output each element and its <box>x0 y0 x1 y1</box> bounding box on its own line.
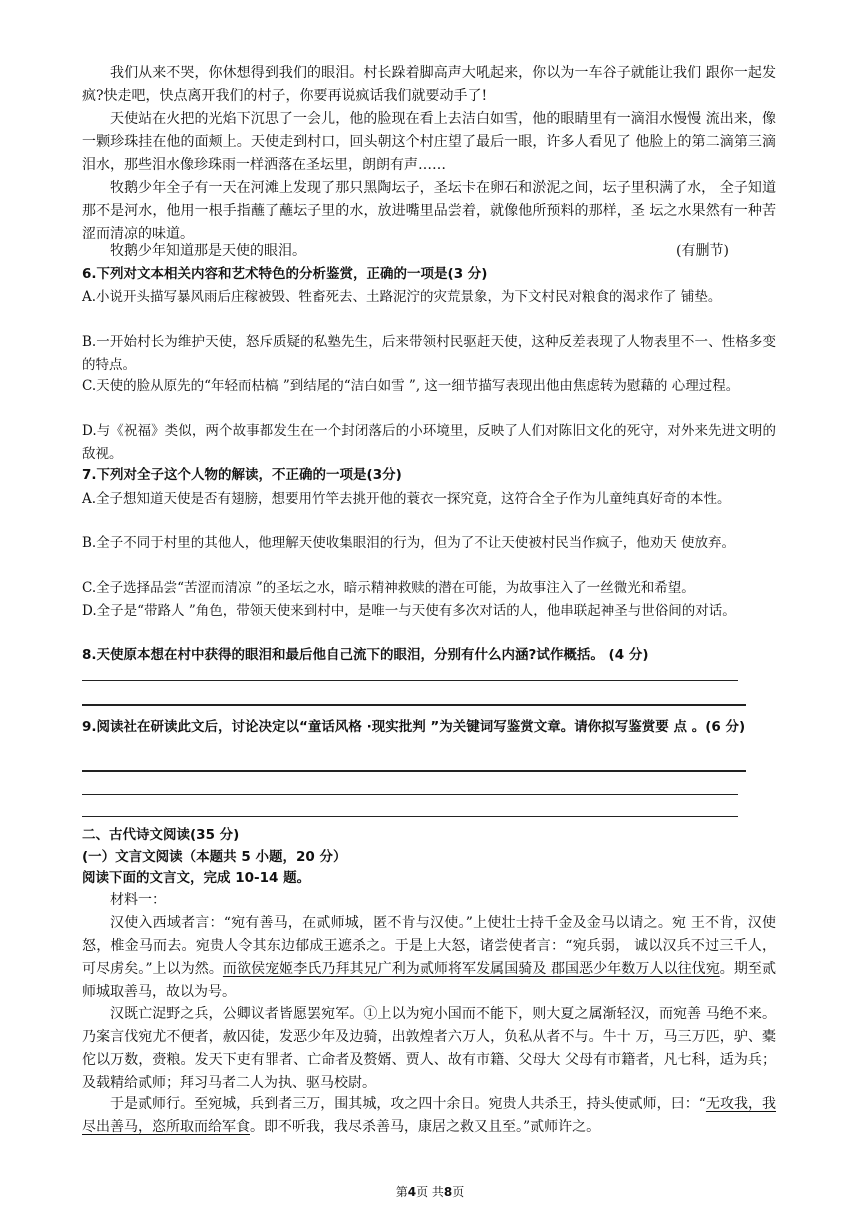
question-6-option-d: D.与《祝福》类似，两个故事都发生在一个封闭落后的小环境里，反映了人们对陈旧文化的死守，对外来先进文明的敌视。 <box>82 423 776 462</box>
page-footer: 第4页 共8页 <box>395 1185 465 1199</box>
classical-paragraph-1: 汉使入西域者言：“宛有善马，在贰师城，匿不肯与汉使。”上使壮士持千金及金马以请之。宛 王不肯，汉使怒，椎金马而去。宛贵人令其东边郁成王遮杀之。于是上大怒，诸尝使者言：“宛兵弱， 诚以汉兵不过三千人，可尽虏矣。”上以为然。而欲侯宠姬李氏乃拜其兄广利为贰师将军发属国骑及 郡国恶少年数万人以往伐宛。期至贰师城取善马，故以为号。 <box>82 915 776 1000</box>
classical-paragraph-2: 汉既亡浞野之兵，公卿议者皆愿罢宛军。①上以为宛小国而不能下，则大夏之属渐轻汉，而宛善 马绝不来。乃案言伐宛尤不便者，赦囚徒，发恶少年及边骑，出敦煌者六万人，负私从者不与。牛十 万，马三万匹，驴、橐佗以万数，赍粮。发天下吏有罪者、亡命者及赘婿、贾人、故有市籍、父母大 父母有市籍者，凡七科，适为兵；及载精给贰师；拜习马者二人为执、驱马校尉。 <box>82 1006 776 1091</box>
answer-line <box>82 770 746 772</box>
classical-paragraph-3: 于是贰师行。至宛城，兵到者三万，围其城，攻之四十余日。宛贵人共杀王，持头使贰师，曰：“无攻我，我尽出善马，恣所取而给军食。即不听我，我尽杀善马，康居之救又且至。”贰师许之。 <box>82 1096 777 1135</box>
answer-line <box>82 816 738 817</box>
story-paragraph-2: 天使站在火把的光焰下沉思了一会儿，他的脸现在看上去洁白如雪，他的眼睛里有一滴泪水慢慢 流出来，像一颗珍珠挂在他的面颊上。天使走到村口，回头朝这个村庄望了最后一眼，许多人看见了 他脸上的第二滴第三滴泪水，那些泪水像珍珠雨一样洒落在圣坛里，朗朗有声…… <box>82 111 776 173</box>
underlined-sentence-1: 而欲侯宠姬李氏乃拜其兄广利为贰师将军发属国骑及 郡国恶少年数万人以往伐宛 <box>222 961 720 977</box>
story-paragraph-4: 牧鹅少年知道那是天使的眼泪。 <box>110 243 306 259</box>
story-paragraph-1: 我们从来不哭，你休想得到我们的眼泪。村长跺着脚高声大吼起来，你以为一车谷子就能让我们 跟你一起发疯?快走吧，快点离开我们的村子，你要再说疯话我们就要动手了! <box>82 65 776 104</box>
question-6-option-c: C.天使的脸从原先的“年轻而枯槁 ”到结尾的“洁白如雪 ”, 这一细节描写表现出他由焦虑转为慰藉的 心理过程。 <box>82 378 740 394</box>
question-7-option-b: B.全子不同于村里的其他人，他理解天使收集眼泪的行为，但为了不让天使被村民当作疯子，他劝天 使放弃。 <box>82 535 736 551</box>
answer-line <box>82 794 738 795</box>
current-page-number: 4 <box>407 1185 417 1199</box>
abridged-note: (有删节) <box>676 243 729 259</box>
total-pages: 8 <box>443 1185 453 1199</box>
answer-line <box>82 680 738 681</box>
section-2-title: 二、古代诗文阅读(35 分) <box>82 827 240 843</box>
question-7-option-d: D.全子是“带路人 ”角色，带领天使来到村中，是唯一与天使有多次对话的人，他串联起神圣与世俗间的对话。 <box>82 603 736 619</box>
question-6-option-a: A.小说开头描写暴风雨后庄稼被毁、牲畜死去、土路泥泞的灾荒景象，为下文村民对粮食的渴求作了 铺垫。 <box>82 289 722 305</box>
question-6-stem: 6.下列对文本相关内容和艺术特色的分析鉴赏，正确的一项是(3 分) <box>82 266 488 282</box>
question-7-option-a: A.全子想知道天使是否有翅膀，想要用竹竿去挑开他的蓑衣一探究竟，这符合全子作为儿童纯真好奇的本性。 <box>82 491 731 507</box>
section-2-subtitle: (一）文言文阅读（本题共 5 小题，20 分） <box>82 849 347 865</box>
material-1-label: 材料一： <box>110 892 166 908</box>
question-6-option-b: B.一开始村长为维护天使，怒斥质疑的私塾先生，后来带领村民驱赶天使，这种反差表现了人物表里不一、性格多变的特点。 <box>82 334 776 373</box>
story-paragraph-3: 牧鹅少年全子有一天在河滩上发现了那只黑陶坛子，圣坛卡在卵石和淤泥之间，坛子里积满了水， 全子知道那不是河水，他用一根手指蘸了蘸坛子里的水，放进嘴里品尝着，就像他所预料的那样，圣 坛之水果然有一种苦涩而清凉的味道。 <box>82 180 776 242</box>
answer-line <box>82 704 746 706</box>
question-8-stem: 8.天使原本想在村中获得的眼泪和最后他自己流下的眼泪，分别有什么内涵?试作概括。 (4 分) <box>82 647 649 663</box>
question-7-option-c: C.全子选择品尝“苦涩而清凉 ”的圣坛之水，暗示精神救赎的潜在可能，为故事注入了一丝微光和希望。 <box>82 580 695 596</box>
underlined-sentence-2: 无攻我，我尽出善马，恣所取而给军食 <box>82 1096 777 1135</box>
question-7-stem: 7.下列对全子这个人物的解读，不正确的一项是(3分) <box>82 467 402 483</box>
question-9-stem: 9.阅读社在研读此文后，讨论决定以“童话风格 ·现实批判 ”为关键词写鉴赏文章。请你拟写鉴赏要 点 。(6 分) <box>82 719 746 735</box>
section-2-instruction: 阅读下面的文言文，完成 10-14 题。 <box>82 870 311 886</box>
